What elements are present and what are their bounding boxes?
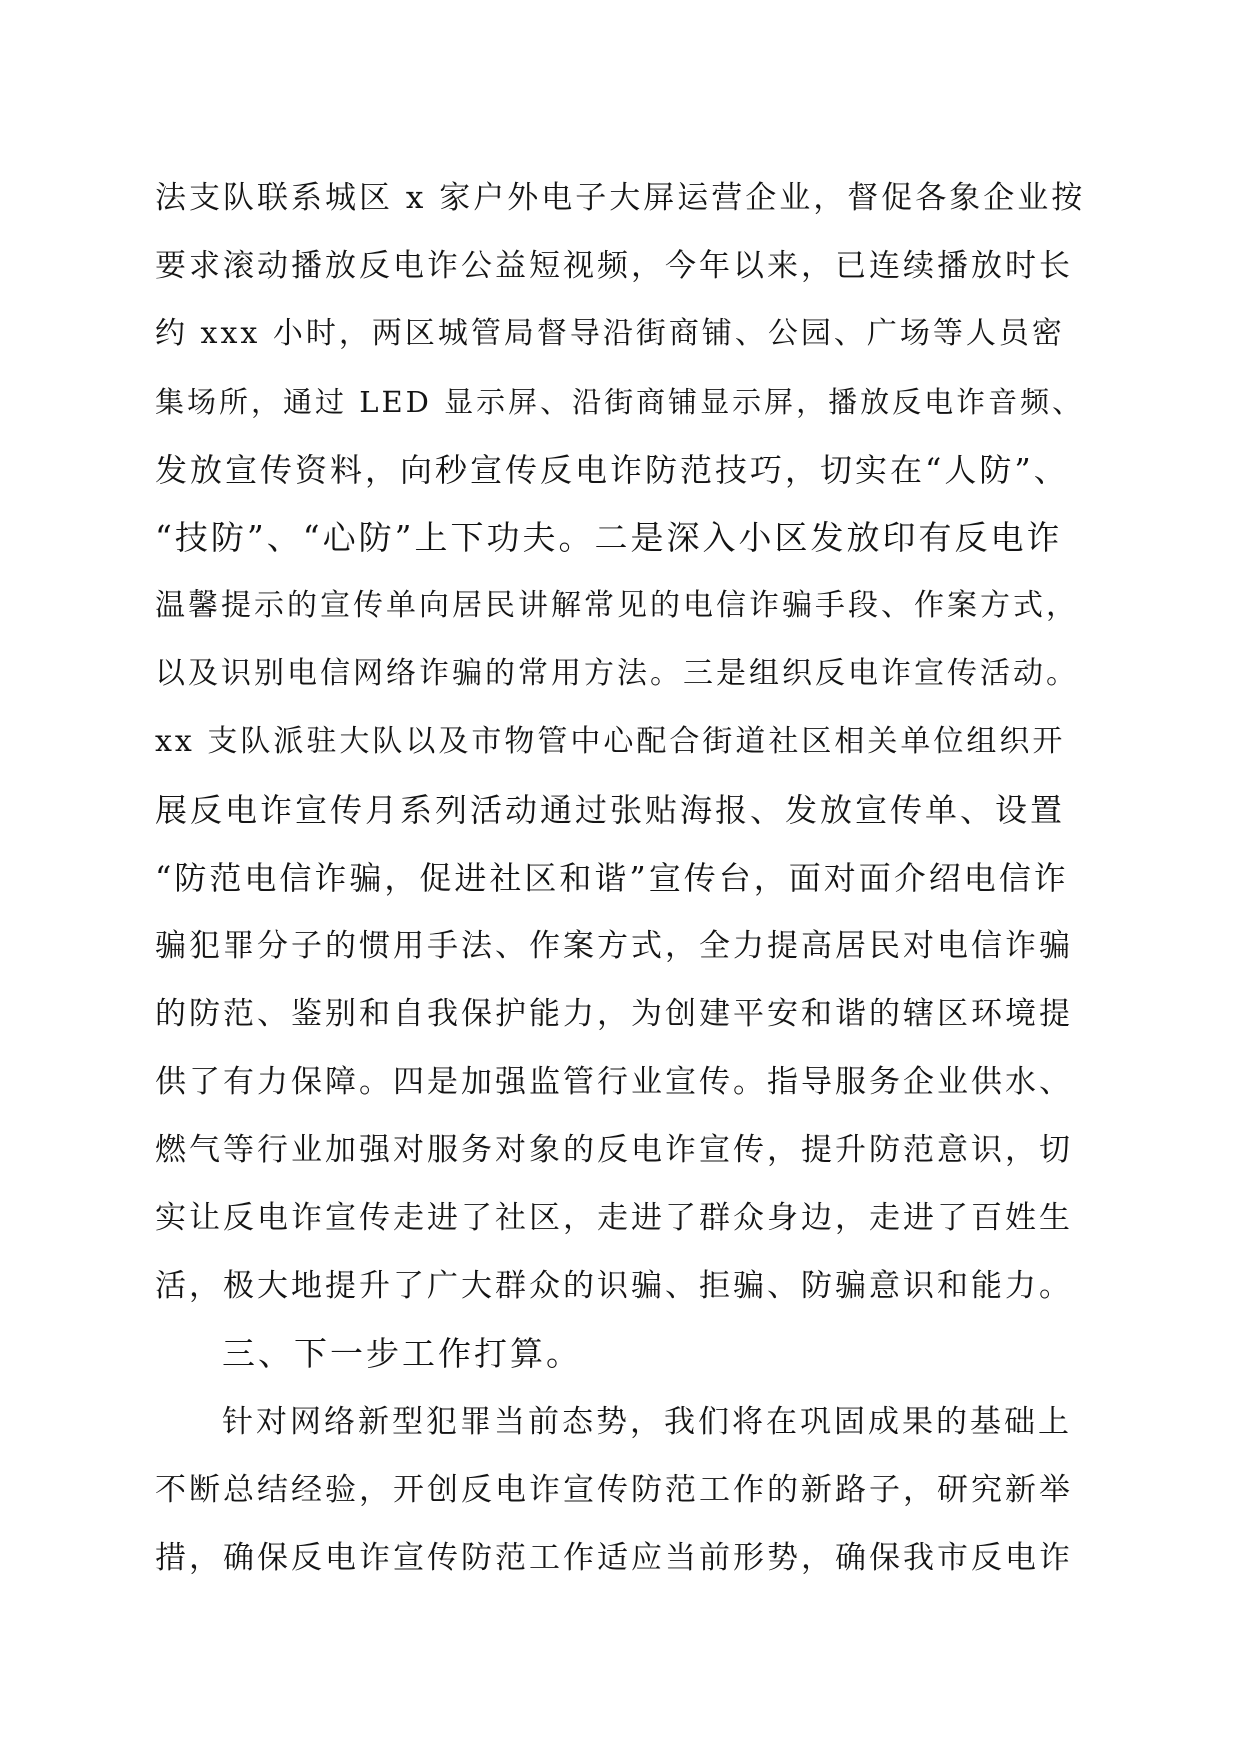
paragraph-line: 以及识别电信网络诈骗的常用方法。三是组织反电诈宣传活动。 bbox=[155, 656, 1079, 691]
paragraph-line: 约 xxx 小时，两区城管局督导沿街商铺、公园、广场等人员密 bbox=[155, 316, 1065, 351]
paragraph-line: 针对网络新型犯罪当前态势，我们将在巩固成果的基础上 bbox=[222, 1404, 1072, 1440]
paragraph-line: 不断总结经验，开创反电诈宣传防范工作的新路子，研究新举 bbox=[155, 1472, 1073, 1508]
paragraph-line: 措，确保反电诈宣传防范工作适应当前形势，确保我市反电诈 bbox=[155, 1540, 1073, 1576]
paragraph-line: 集场所，通过 LED 显示屏、沿街商铺显示屏，播放反电诈音频、 bbox=[155, 385, 1085, 419]
paragraph-line: 温馨提示的宣传单向居民讲解常见的电信诈骗手段、作案方式， bbox=[155, 588, 1079, 623]
paragraph-line: 实让反电诈宣传走进了社区，走进了群众身边，走进了百姓生 bbox=[155, 1200, 1073, 1236]
paragraph-line: 要求滚动播放反电诈公益短视频，今年以来，已连续播放时长 bbox=[155, 248, 1073, 284]
paragraph-line: 活，极大地提升了广大群众的识骗、拒骗、防骗意识和能力。 bbox=[155, 1268, 1073, 1304]
paragraph-line: “技防”、“心防”上下功夫。二是深入小区发放印有反电诈 bbox=[155, 518, 1063, 557]
paragraph-line: 供了有力保障。四是加强监管行业宣传。指导服务企业供水、 bbox=[155, 1064, 1073, 1100]
paragraph-line: 燃气等行业加强对服务对象的反电诈宣传，提升防范意识，切 bbox=[155, 1132, 1073, 1168]
paragraph-line: xx 支队派驻大队以及市物管中心配合街道社区相关单位组织开 bbox=[155, 724, 1066, 759]
paragraph-line: 法支队联系城区 x 家户外电子大屏运营企业，督促各象企业按 bbox=[155, 180, 1086, 216]
paragraph-line: “防范电信诈骗，促进社区和谐”宣传台，面对面介绍电信诈 bbox=[155, 859, 1069, 897]
paragraph-line: 的防范、鉴别和自我保护能力，为创建平安和谐的辖区环境提 bbox=[155, 996, 1073, 1032]
paragraph-line: 展反电诈宣传月系列活动通过张贴海报、发放宣传单、设置 bbox=[155, 791, 1066, 829]
paragraph-line: 骗犯罪分子的惯用手法、作案方式，全力提高居民对电信诈骗 bbox=[155, 928, 1073, 964]
paragraph-line: 发放宣传资料，向秒宣传反电诈防范技巧，切实在“人防”、 bbox=[155, 451, 1069, 489]
section-heading: 三、下一步工作打算。 bbox=[222, 1334, 582, 1373]
